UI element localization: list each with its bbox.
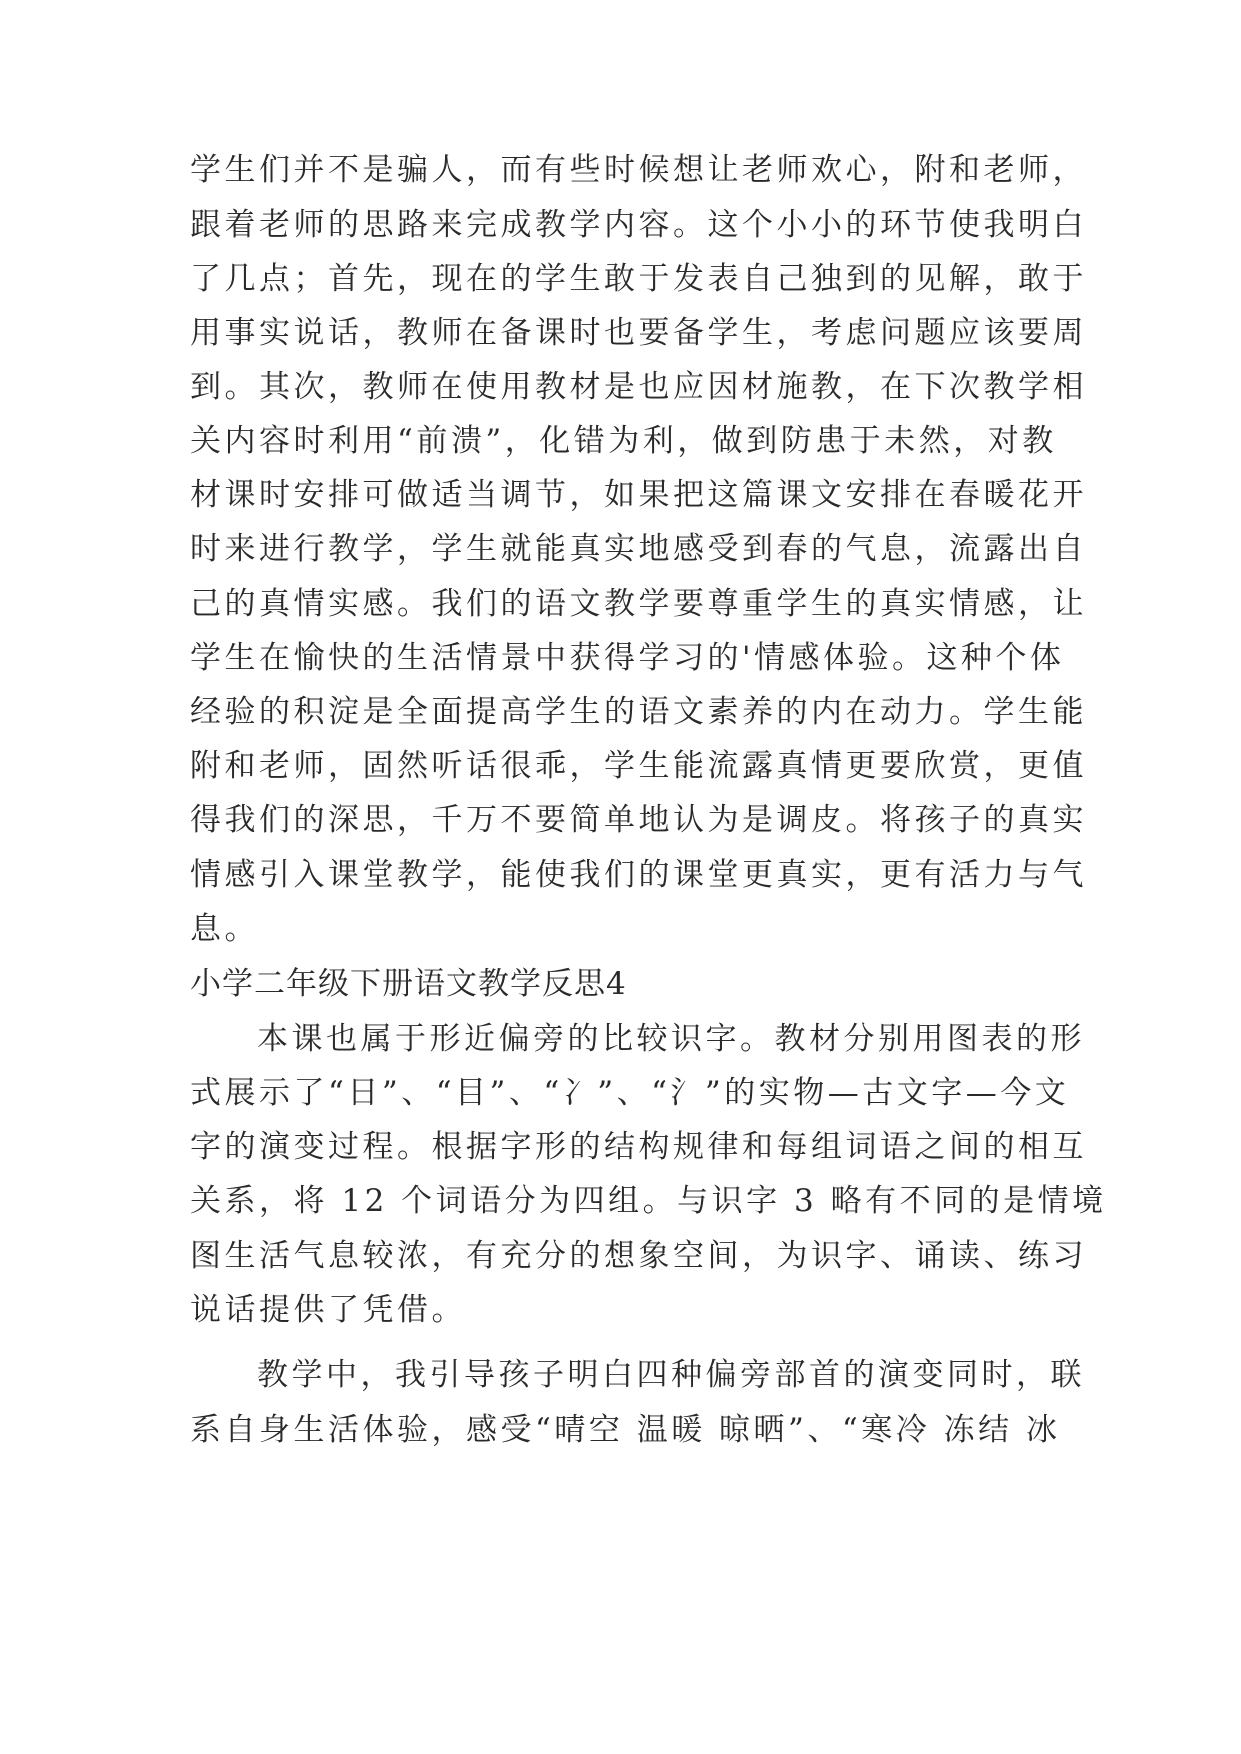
paragraph-line: 关内容时利用“前溃”，化错为利，做到防患于未然，对教 (190, 423, 1057, 459)
paragraph-line: 用事实说话，教师在备课时也要备学生，考虑问题应该要周 (190, 315, 1087, 351)
paragraph-line: 到。其次，教师在使用教材是也应因材施教，在下次教学相 (190, 369, 1087, 405)
paragraph-line: 学生在愉快的生活情景中获得学习的'情感体验。这种个体 (190, 640, 1065, 676)
paragraph-line: 附和老师，固然听话很乖，学生能流露真情更要欣赏，更值 (190, 748, 1087, 784)
paragraph-line: 说话提供了凭借。 (190, 1292, 466, 1328)
paragraph-line: 了几点；首先，现在的学生敢于发表自己独到的见解，敢于 (190, 261, 1087, 297)
paragraph-line: 时来进行教学，学生就能真实地感受到春的气息，流露出自 (190, 531, 1087, 567)
paragraph-line: 材课时安排可做适当调节，如果把这篇课文安排在春暖花开 (190, 477, 1087, 513)
paragraph-line: 情感引入课堂教学，能使我们的课堂更真实，更有活力与气 (190, 857, 1087, 893)
paragraph-line: 己的真情实感。我们的语文教学要尊重学生的真实情感，让 (190, 586, 1087, 622)
paragraph-line: 息。 (190, 911, 259, 947)
paragraph-line: 学生们并不是骗人，而有些时候想让老师欢心，附和老师， (190, 152, 1087, 188)
paragraph-line: 系自身生活体验，感受“晴空 温暖 晾晒”、“寒冷 冻结 冰 (190, 1412, 1061, 1448)
paragraph-line: 教学中，我引导孩子明白四种偏旁部首的演变同时，联 (257, 1357, 1085, 1393)
paragraph-line: 得我们的深思，千万不要简单地认为是调皮。将孩子的真实 (190, 802, 1087, 838)
paragraph-line: 字的演变过程。根据字形的结构规律和每组词语之间的相互 (190, 1129, 1087, 1165)
paragraph-line: 跟着老师的思路来完成教学内容。这个小小的环节使我明白 (190, 207, 1087, 243)
paragraph-line: 图生活气息较浓，有充分的想象空间，为识字、诵读、练习 (190, 1238, 1087, 1274)
paragraph-line: 经验的积淀是全面提高学生的语文素养的内在动力。学生能 (190, 694, 1087, 730)
paragraph-line: 关系，将 12 个词语分为四组。与识字 3 略有不同的是情境 (190, 1183, 1107, 1219)
section-heading: 小学二年级下册语文教学反思4 (190, 966, 627, 1002)
paragraph-line: 本课也属于形近偏旁的比较识字。教材分别用图表的形 (257, 1021, 1085, 1057)
paragraph-line: 式展示了“日”、“目”、“冫”、“氵”的实物—古文字—今文 (190, 1075, 1070, 1111)
